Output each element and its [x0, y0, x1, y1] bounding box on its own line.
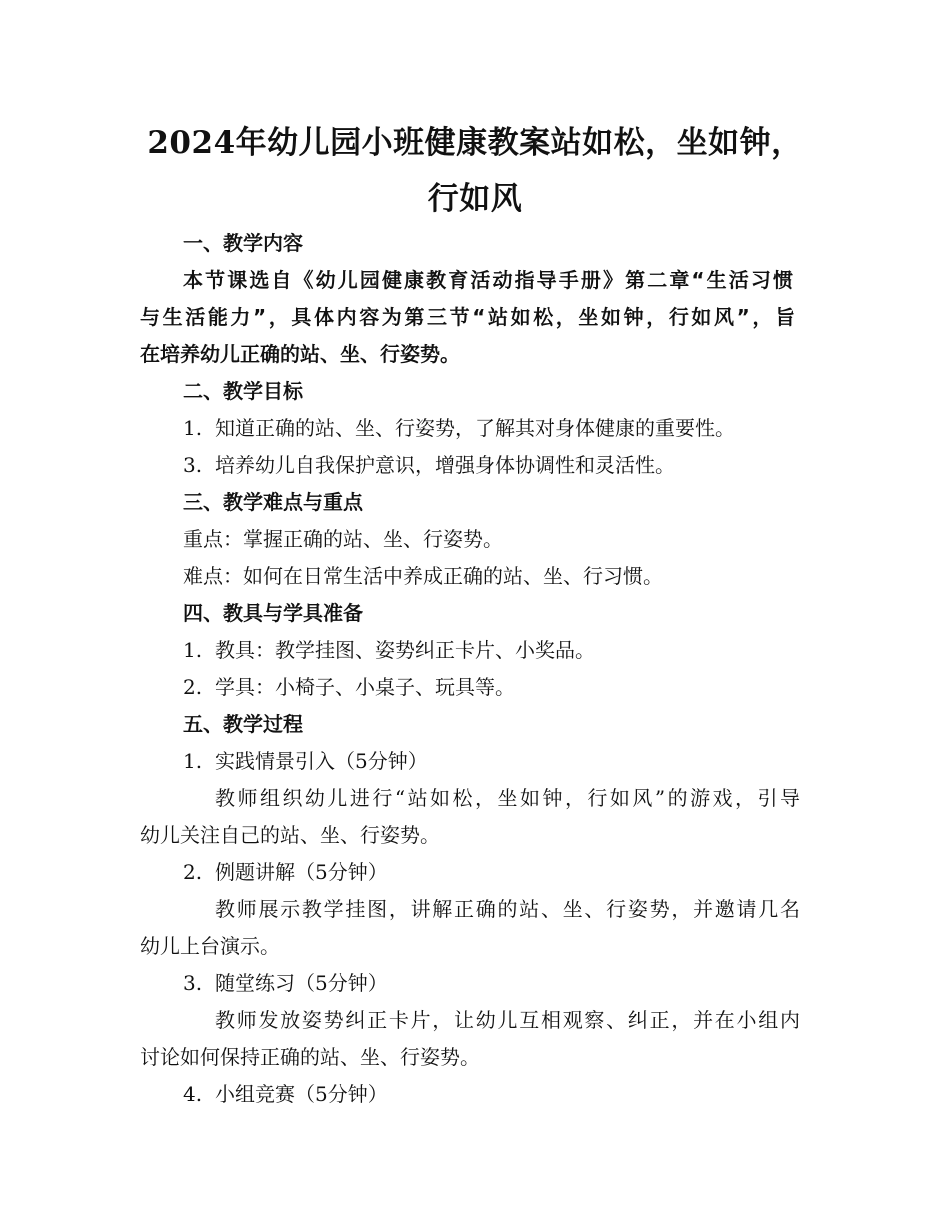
objective-number: 1.: [183, 416, 203, 440]
objective-item: [183, 416, 735, 440]
content-paragraph-line-1: 本节课选自《幼儿园健康教育活动指导手册》第二章“生活习惯: [183, 268, 793, 292]
process-step-number: 4.: [183, 1082, 203, 1106]
process-step-title: [183, 860, 388, 884]
process-step-number: 1.: [183, 749, 203, 773]
section-heading-materials: 四、教具与学具准备: [183, 601, 363, 625]
document-title-line-2: 行如风: [427, 181, 523, 217]
section-heading-key-points: 三、教学难点与重点: [183, 490, 363, 514]
process-step-title: [183, 749, 428, 773]
material-text: 学具：小椅子、小桌子、玩具等。: [215, 675, 515, 699]
difficulty-line: 难点：如何在日常生活中养成正确的站、坐、行习惯。: [183, 564, 663, 588]
document-title-line-1: 2024年幼儿园小班健康教案站如松，坐如钟，: [147, 125, 803, 161]
objective-text: 培养幼儿自我保护意识，增强身体协调性和灵活性。: [215, 453, 675, 477]
process-step-description-line-1: 教师展示教学挂图，讲解正确的站、坐、行姿势，并邀请几名: [215, 897, 800, 921]
key-point-line: 重点：掌握正确的站、坐、行姿势。: [183, 527, 503, 551]
process-step-description-line-2: 讨论如何保持正确的站、坐、行姿势。: [140, 1045, 480, 1069]
material-item: [183, 638, 595, 662]
section-heading-objectives: 二、教学目标: [183, 379, 303, 403]
objective-number: 3.: [183, 453, 203, 477]
material-text: 教具：教学挂图、姿势纠正卡片、小奖品。: [215, 638, 595, 662]
process-step-title: [183, 971, 388, 995]
process-step-description-line-2: 幼儿上台演示。: [140, 934, 280, 958]
process-step-label: 例题讲解（5分钟）: [215, 860, 388, 884]
process-step-number: 2.: [183, 860, 203, 884]
objective-item: [183, 453, 675, 477]
content-paragraph-line-3: 在培养幼儿正确的站、坐、行姿势。: [140, 342, 460, 366]
process-step-description-line-1: 教师组织幼儿进行“站如松，坐如钟，行如风”的游戏，引导: [215, 786, 800, 810]
section-heading-process: 五、教学过程: [183, 712, 303, 736]
process-step-label: 小组竞赛（5分钟）: [215, 1082, 388, 1106]
material-item: [183, 675, 515, 699]
process-step-label: 随堂练习（5分钟）: [215, 971, 388, 995]
material-number: 1.: [183, 638, 203, 662]
process-step-description-line-1: 教师发放姿势纠正卡片，让幼儿互相观察、纠正，并在小组内: [215, 1008, 800, 1032]
content-paragraph-line-2: 与生活能力”，具体内容为第三节“站如松，坐如钟，行如风”，旨: [140, 305, 795, 329]
process-step-title: [183, 1082, 388, 1106]
process-step-number: 3.: [183, 971, 203, 995]
section-heading-content: 一、教学内容: [183, 231, 303, 255]
objective-text: 知道正确的站、坐、行姿势，了解其对身体健康的重要性。: [215, 416, 735, 440]
process-step-description-line-2: 幼儿关注自己的站、坐、行姿势。: [140, 823, 440, 847]
process-step-label: 实践情景引入（5分钟）: [215, 749, 428, 773]
material-number: 2.: [183, 675, 203, 699]
